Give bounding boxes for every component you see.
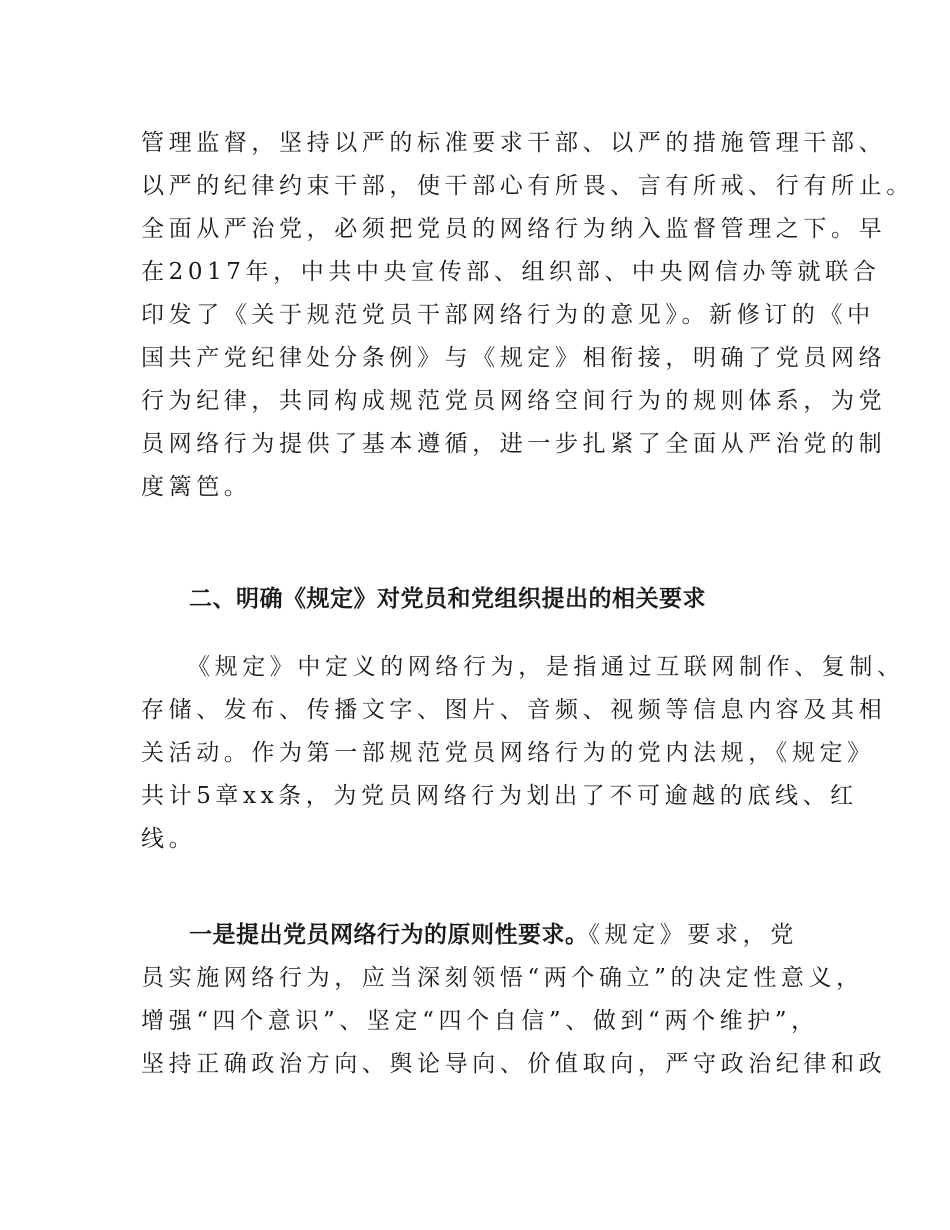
paragraph-line: 关活动。作为第一部规范党员网络行为的党内法规，《规定》 <box>141 740 875 766</box>
paragraph-first-line-rest: 《规定》要求，党 <box>588 922 798 948</box>
paragraph-line: 《规定》中定义的网络行为，是指通过互联网制作、复制、 <box>187 654 905 680</box>
paragraph-line: 国共产党纪律处分条例》与《规定》相衔接，明确了党员网络 <box>141 345 887 371</box>
section-heading: 二、明确《规定》对党员和党组织提出的相关要求 <box>189 586 706 612</box>
paragraph-line: 员实施网络行为，应当深刻领悟“两个确立”的决定性意义， <box>141 965 864 991</box>
paragraph-line: 员网络行为提供了基本遵循，进一步扎紧了全面从严治党的制 <box>141 431 887 457</box>
paragraph-line: 全面从严治党，必须把党员的网络行为纳入监督管理之下。早 <box>141 216 887 242</box>
paragraph-line: 共计5章xx条，为党员网络行为划出了不可逾越的底线、红 <box>141 783 858 809</box>
paragraph-line: 存储、发布、传播文字、图片、音频、视频等信息内容及其相 <box>141 697 887 723</box>
paragraph-line: 以严的纪律约束干部，使干部心有所畏、言有所戒、行有所止。 <box>141 173 914 199</box>
paragraph-first-line <box>189 915 798 955</box>
paragraph-line: 线。 <box>141 826 197 852</box>
paragraph-line: 增强“四个意识”、坚定“四个自信”、做到“两个维护”， <box>141 1008 819 1034</box>
paragraph-line: 印发了《关于规范党员干部网络行为的意见》。新修订的《中 <box>141 302 875 328</box>
paragraph-line: 行为纪律，共同构成规范党员网络空间行为的规则体系，为党 <box>141 388 887 414</box>
paragraph-lead-bold: 一是提出党员网络行为的原则性要求。 <box>189 922 589 948</box>
paragraph-line: 在2017年，中共中央宣传部、组织部、中央网信办等就联合 <box>141 259 881 285</box>
paragraph-line: 度篱笆。 <box>141 474 252 500</box>
paragraph-line: 管理监督，坚持以严的标准要求干部、以严的措施管理干部、 <box>141 130 887 156</box>
paragraph-line: 坚持正确政治方向、舆论导向、价值取向，严守政治纪律和政 <box>141 1051 887 1077</box>
